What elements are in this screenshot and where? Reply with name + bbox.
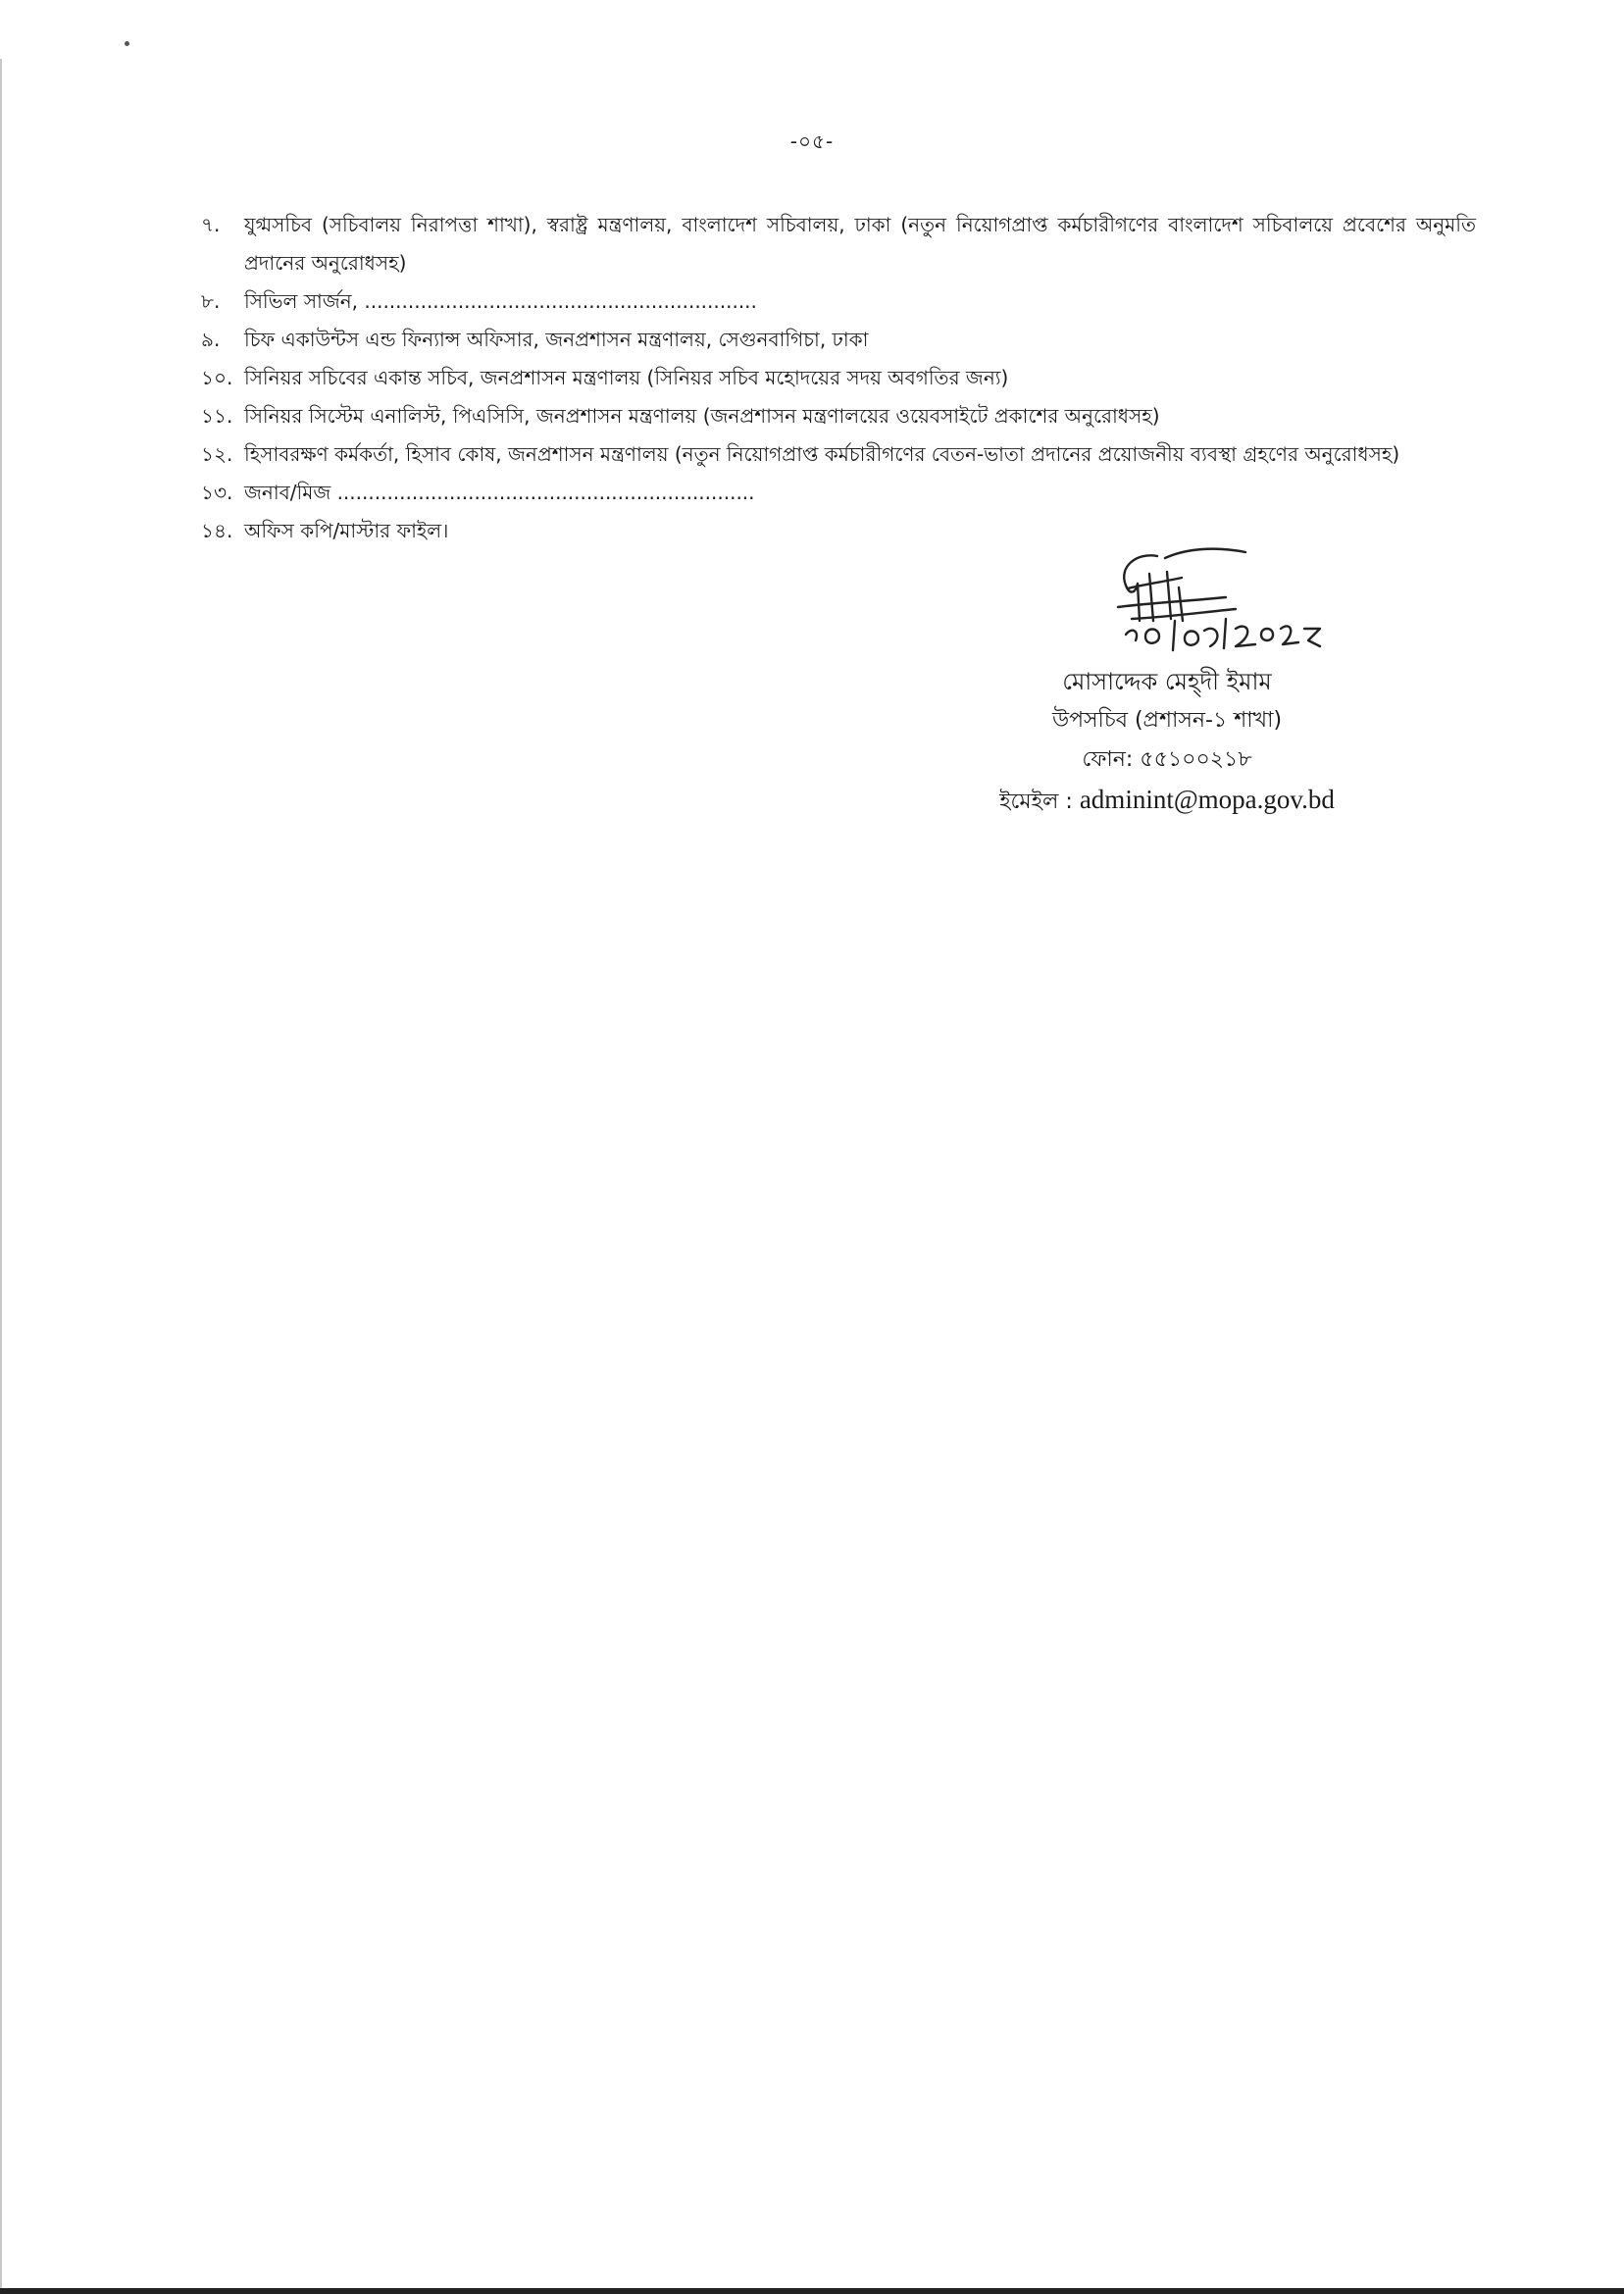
list-item-number: ৮.	[201, 289, 221, 313]
list-item-number: ৭.	[201, 213, 221, 236]
list-item	[201, 435, 1476, 474]
list-item-text: সিভিল সার্জন, ...............................................................	[244, 289, 757, 313]
list-item-number: ১৪.	[201, 519, 233, 542]
scan-speck	[125, 41, 129, 46]
list-item-text: যুগ্মসচিব (সচিবালয় নিরাপত্তা শাখা), স্বরাষ্ট্র মন্ত্রণালয়, বাংলাদেশ সচিবালয়, ঢাকা (নতুন নিয়োগপ্রাপ্ত কর্মচারীগণের বাংলাদেশ সচিবালয়ে প্রবেশের অনুমতি প্রদানের অনুরোধসহ)	[244, 213, 1476, 275]
signatory-phone: ফোন: ৫৫১০০২১৮	[1082, 747, 1252, 772]
scan-bottom-edge	[0, 2288, 1624, 2294]
list-item-text: সিনিয়র সিস্টেম এনালিস্ট, পিএসিসি, জনপ্রশাসন মন্ত্রণালয় (জনপ্রশাসন মন্ত্রণালয়ের ওয়েবসাইটে প্রকাশের অনুরোধসহ)	[244, 404, 1160, 428]
list-item	[201, 282, 1476, 321]
list-item-number: ১১.	[201, 404, 233, 428]
list-item-text: সিনিয়র সচিবের একান্ত সচিব, জনপ্রশাসন মন্ত্রণালয় (সিনিয়র সচিব মহোদয়ের সদয় অবগতির জন্য)	[244, 366, 1009, 389]
list-item	[201, 474, 1476, 512]
list-item-number: ৯.	[201, 328, 221, 351]
list-item-number: ১০.	[201, 366, 233, 389]
list-item-text: অফিস কপি/মাস্টার ফাইল।	[244, 519, 449, 542]
list-item	[201, 397, 1476, 435]
page-number: -০৫-	[789, 129, 835, 153]
distribution-list	[201, 206, 1476, 550]
handwritten-signature-icon	[1089, 544, 1373, 662]
list-item-text: হিসাবরক্ষণ কর্মকর্তা, হিসাব কোষ, জনপ্রশাসন মন্ত্রণালয় (নতুন নিয়োগপ্রাপ্ত কর্মচারীগণের বেতন-ভাতা প্রদানের প্রয়োজনীয় ব্যবস্থা গ্রহণের অনুরোধসহ)	[244, 442, 1400, 466]
signature-block	[892, 544, 1442, 822]
list-item-text: চিফ একাউন্টস এন্ড ফিন্যান্স অফিসার, জনপ্রশাসন মন্ত্রণালয়, সেগুনবাগিচা, ঢাকা	[244, 328, 869, 351]
list-item	[201, 359, 1476, 397]
list-item	[201, 321, 1476, 359]
list-item-text: জনাব/মিজ ...................................................................	[244, 481, 755, 504]
signatory-designation: উপসচিব (প্রশাসন-১ শাখা)	[1051, 708, 1283, 733]
signatory-email	[892, 780, 1442, 822]
list-item-number: ১২.	[201, 442, 233, 466]
scan-left-edge	[0, 59, 2, 2294]
signatory-name: মোসাদ্দেক মেহ্‌দী ইমাম	[1062, 668, 1272, 695]
email-address[interactable]: adminint@mopa.gov.bd	[1079, 785, 1335, 814]
email-label: ইমেইল :	[999, 790, 1073, 814]
list-item-number: ১৩.	[201, 481, 233, 504]
list-item	[201, 206, 1476, 282]
